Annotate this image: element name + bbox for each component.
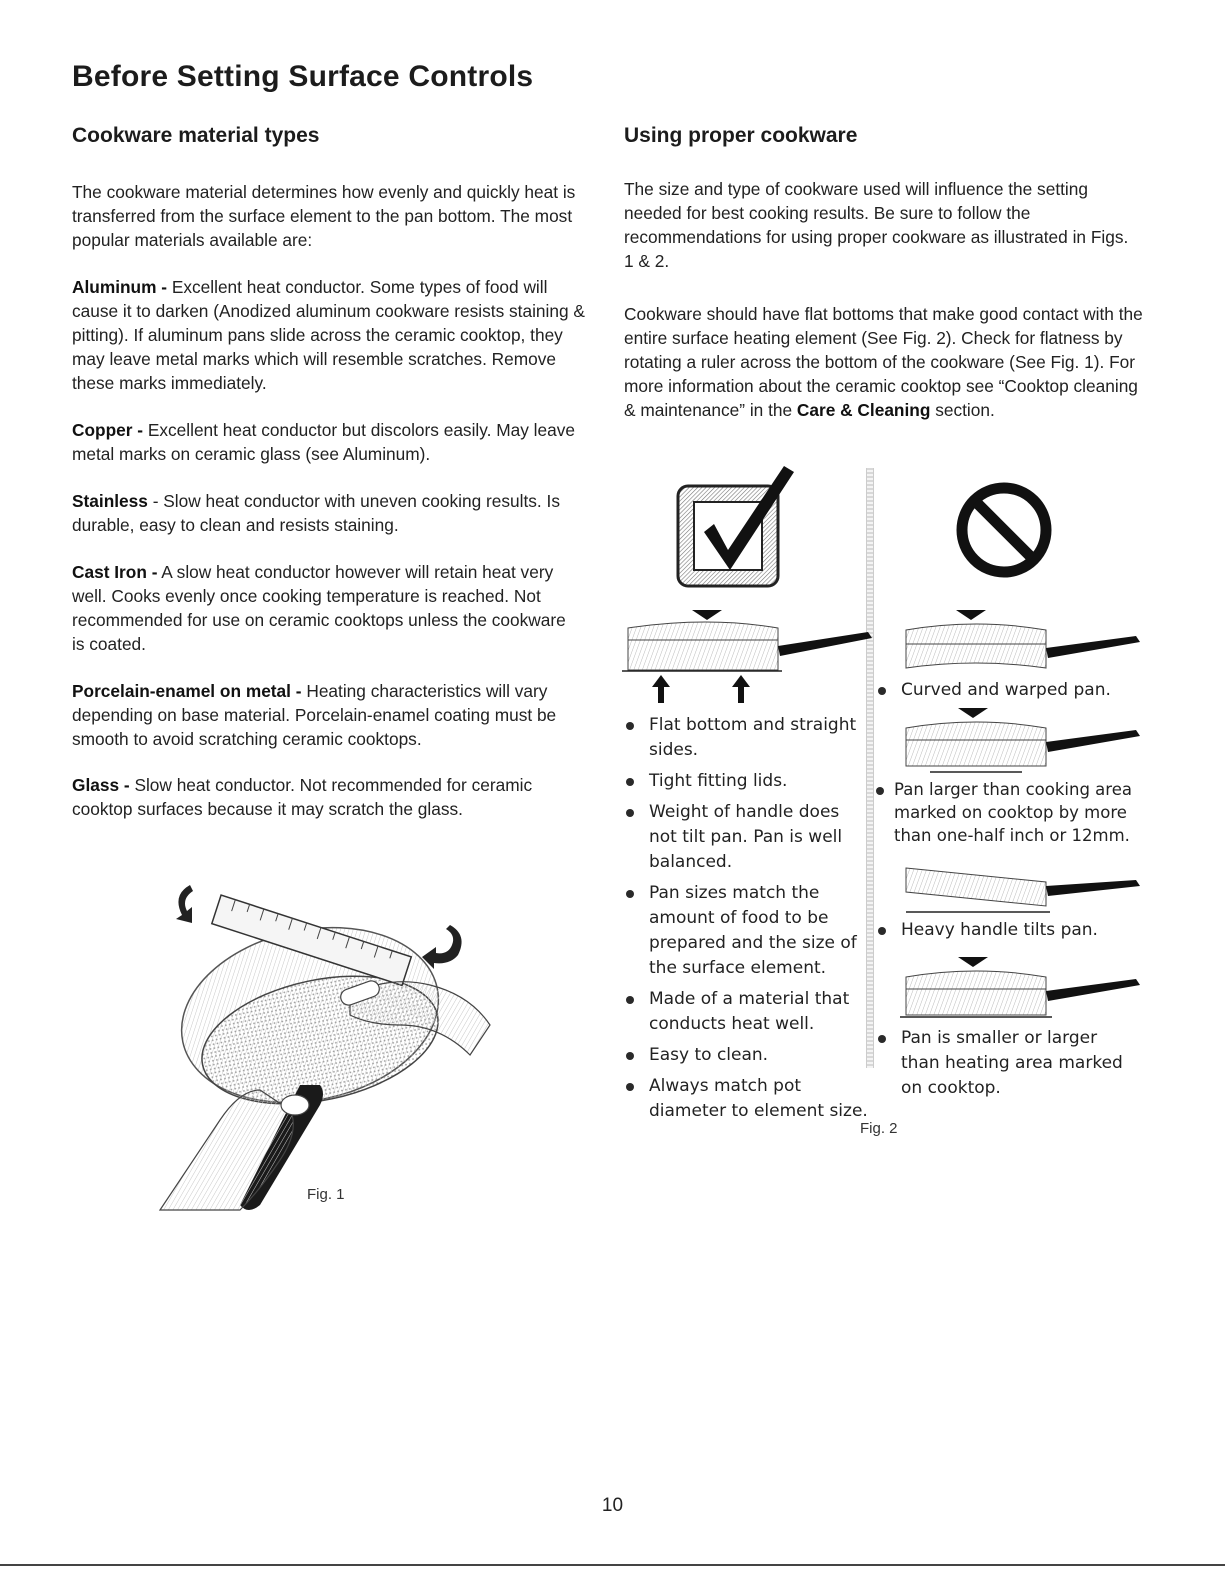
list-item: Pan sizes match the amount of food to be prepared and the size of the surface element. bbox=[624, 881, 869, 981]
material-text: A slow heat conductor however will retain heat very well. Cooks evenly once cooking temperature is reached. Not recommended for use on ceramic cooktops unless the cookware is coated. bbox=[72, 562, 566, 654]
ruler-flatness-illustration bbox=[150, 865, 490, 1215]
material-name: Aluminum - bbox=[72, 277, 168, 297]
list-item: Weight of handle does not tilt pan. Pan is well balanced. bbox=[624, 800, 869, 875]
list-item: Made of a material that conducts heat well. bbox=[624, 987, 869, 1037]
material-text: Heating characteristics will vary depending on base material. Porcelain-enamel coating must be smooth to avoid scratching ceramic cooktops. bbox=[72, 681, 557, 749]
list-item: Tight fitting lids. bbox=[624, 769, 869, 794]
flat-pan-illustration bbox=[622, 608, 877, 703]
material-text: - Slow heat conductor with uneven cooking results. Is durable, easy to clean and resists staining. bbox=[72, 491, 560, 535]
material-copper bbox=[72, 418, 582, 466]
up-arrow-icon bbox=[652, 675, 670, 703]
list-item: Heavy handle tilts pan. bbox=[876, 918, 1136, 943]
list-item: Curved and warped pan. bbox=[876, 678, 1136, 703]
left-heading: Cookware material types bbox=[72, 124, 320, 147]
bad-item-1 bbox=[876, 678, 1136, 709]
prohibited-icon bbox=[954, 480, 1054, 580]
material-text: Slow heat conductor. Not recommended for ceramic cooktop surfaces because it may scratch the glass. bbox=[72, 775, 533, 819]
material-name: Porcelain-enamel on metal - bbox=[72, 681, 302, 701]
page-number: 10 bbox=[601, 1495, 624, 1516]
right-heading: Using proper cookware bbox=[624, 124, 858, 147]
rotate-arrow-icon bbox=[176, 885, 193, 923]
check-mark-icon bbox=[672, 466, 802, 591]
list-item: Always match pot diameter to element size. bbox=[624, 1074, 869, 1124]
material-name: Stainless bbox=[72, 491, 148, 511]
material-stainless bbox=[72, 489, 582, 537]
list-item: Flat bottom and straight sides. bbox=[624, 713, 869, 763]
oversized-pan-illustration bbox=[900, 706, 1145, 776]
bad-item-3 bbox=[876, 918, 1136, 949]
mismatched-pan-illustration bbox=[900, 955, 1145, 1025]
intro-paragraph: The cookware material determines how evenly and quickly heat is transferred from the surface element to the pan bottom. The most popular materials available are: bbox=[72, 182, 576, 250]
list-item: Pan larger than cooking area marked on cooktop by more than one-half inch or 12mm. bbox=[876, 778, 1141, 847]
bad-item-4 bbox=[876, 1026, 1136, 1107]
material-glass bbox=[72, 773, 562, 821]
material-text: Excellent heat conductor. Some types of food will cause it to darken (Anodized aluminum cookware resists staining & pitting). If aluminum pans slide across the ceramic cooktop, they may leave metal marks which will resemble scratches. Remove these marks immediately. bbox=[72, 277, 585, 393]
material-aluminum bbox=[72, 275, 592, 395]
fig-1-caption: Fig. 1 bbox=[307, 1186, 345, 1203]
list-item: Easy to clean. bbox=[624, 1043, 869, 1068]
list-item: Pan is smaller or larger than heating area marked on cooktop. bbox=[876, 1026, 1136, 1101]
fig-2-caption: Fig. 2 bbox=[860, 1120, 898, 1137]
material-cast-iron bbox=[72, 560, 582, 656]
tilted-pan-illustration bbox=[900, 860, 1145, 915]
care-cleaning-ref: Care & Cleaning bbox=[796, 400, 931, 420]
bottom-rule bbox=[0, 1564, 1225, 1566]
warped-pan-illustration bbox=[900, 608, 1145, 673]
material-name: Cast Iron - bbox=[72, 562, 158, 582]
material-text: Excellent heat conductor but discolors easily. May leave metal marks on ceramic glass (see Aluminum). bbox=[72, 420, 575, 464]
good-cookware-list bbox=[624, 713, 869, 1130]
page-title: Before Setting Surface Controls bbox=[72, 60, 534, 93]
rotate-arrow-icon bbox=[422, 925, 462, 969]
material-name: Copper - bbox=[72, 420, 144, 440]
up-arrow-icon bbox=[732, 675, 750, 703]
bad-item-2 bbox=[876, 778, 1141, 853]
material-porcelain bbox=[72, 679, 592, 751]
cookware-paragraph-1: The size and type of cookware used will influence the setting needed for best cooking results. Be sure to follow the recommendations for using proper cookware as illustrated in Figs. 1 & 2. bbox=[624, 179, 1129, 271]
cookware-paragraph-2: Cookware should have flat bottoms that make good contact with the entire surface heating element (See Fig. 2). Check for flatness by rotating a ruler across the bottom of the cookware (See Fig. 1). For more information about the ceramic cooktop see “Cooktop cleaning & maintenance” in the Care & Cleaning section. bbox=[624, 304, 1143, 420]
material-name: Glass - bbox=[72, 775, 130, 795]
